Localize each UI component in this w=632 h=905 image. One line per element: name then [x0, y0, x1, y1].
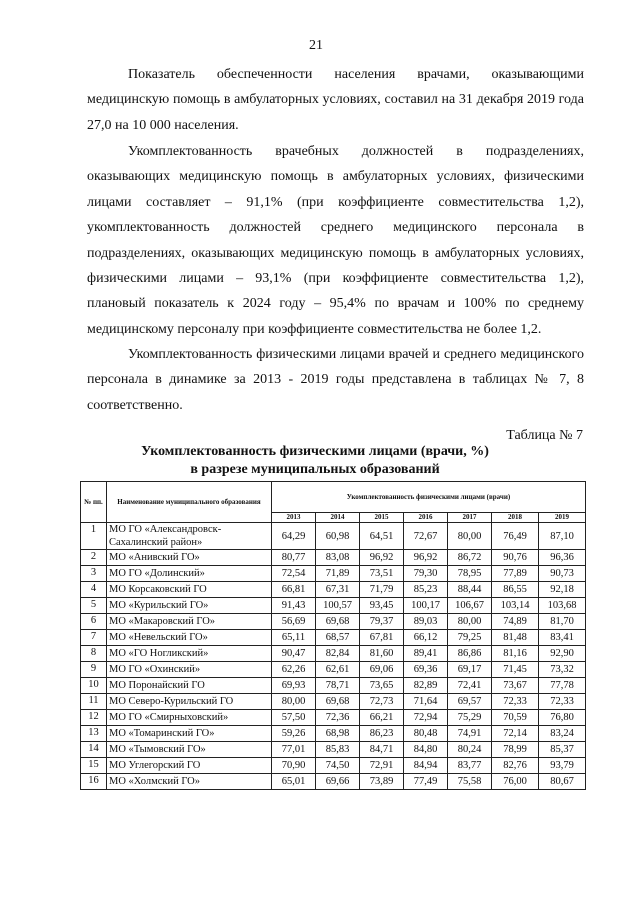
staffing-value: 85,83 [316, 742, 360, 758]
staffing-value: 69,06 [360, 662, 404, 678]
column-header-name: Наименование муниципального образования [107, 482, 272, 523]
staffing-value: 76,00 [492, 774, 539, 790]
staffing-value: 69,68 [316, 614, 360, 630]
staffing-value: 71,64 [404, 694, 448, 710]
staffing-value: 66,21 [360, 710, 404, 726]
row-number: 10 [81, 678, 107, 694]
staffing-value: 72,91 [360, 758, 404, 774]
staffing-value: 71,89 [316, 566, 360, 582]
staffing-value: 69,57 [448, 694, 492, 710]
staffing-value: 86,86 [448, 646, 492, 662]
staffing-value: 73,32 [539, 662, 586, 678]
table-row [81, 662, 586, 678]
page-number: 21 [309, 38, 323, 53]
staffing-value: 72,94 [404, 710, 448, 726]
municipality-name: МО «Невельский ГО» [107, 630, 272, 646]
year-header: 2016 [404, 513, 448, 523]
municipality-name: МО «Анивский ГО» [107, 550, 272, 566]
staffing-value: 78,95 [448, 566, 492, 582]
staffing-value: 72,33 [539, 694, 586, 710]
staffing-value: 92,90 [539, 646, 586, 662]
staffing-value: 82,84 [316, 646, 360, 662]
table-body [81, 523, 586, 790]
staffing-value: 69,93 [272, 678, 316, 694]
column-header-number: № пп. [81, 482, 107, 523]
staffing-value: 80,77 [272, 550, 316, 566]
staffing-value: 89,03 [404, 614, 448, 630]
staffing-value: 83,77 [448, 758, 492, 774]
staffing-value: 82,76 [492, 758, 539, 774]
staffing-value: 80,48 [404, 726, 448, 742]
staffing-value: 77,89 [492, 566, 539, 582]
table-row [81, 678, 586, 694]
staffing-value: 82,89 [404, 678, 448, 694]
staffing-value: 66,12 [404, 630, 448, 646]
row-number: 1 [81, 523, 107, 550]
staffing-value: 73,67 [492, 678, 539, 694]
row-number: 5 [81, 598, 107, 614]
row-number: 3 [81, 566, 107, 582]
staffing-value: 96,92 [404, 550, 448, 566]
staffing-value: 81,60 [360, 646, 404, 662]
staffing-value: 64,51 [360, 523, 404, 550]
staffing-value: 88,44 [448, 582, 492, 598]
municipality-name: МО «Курильский ГО» [107, 598, 272, 614]
staffing-value: 103,14 [492, 598, 539, 614]
row-number: 13 [81, 726, 107, 742]
staffing-value: 78,99 [492, 742, 539, 758]
staffing-value: 93,79 [539, 758, 586, 774]
staffing-value: 85,37 [539, 742, 586, 758]
year-header: 2014 [316, 513, 360, 523]
staffing-value: 74,89 [492, 614, 539, 630]
staffing-value: 77,49 [404, 774, 448, 790]
staffing-value: 72,14 [492, 726, 539, 742]
staffing-value: 80,00 [448, 614, 492, 630]
row-number: 6 [81, 614, 107, 630]
staffing-value: 81,70 [539, 614, 586, 630]
staffing-value: 83,41 [539, 630, 586, 646]
staffing-value: 75,58 [448, 774, 492, 790]
staffing-value: 84,94 [404, 758, 448, 774]
table-header-row [81, 482, 586, 513]
staffing-value: 65,01 [272, 774, 316, 790]
staffing-value: 84,71 [360, 742, 404, 758]
staffing-value: 87,10 [539, 523, 586, 550]
year-header: 2015 [360, 513, 404, 523]
staffing-value: 80,24 [448, 742, 492, 758]
staffing-value: 72,73 [360, 694, 404, 710]
staffing-value: 57,50 [272, 710, 316, 726]
staffing-value: 79,30 [404, 566, 448, 582]
staffing-value: 106,67 [448, 598, 492, 614]
row-number: 2 [81, 550, 107, 566]
staffing-value: 69,36 [404, 662, 448, 678]
staffing-value: 100,17 [404, 598, 448, 614]
staffing-value: 69,66 [316, 774, 360, 790]
staffing-value: 60,98 [316, 523, 360, 550]
staffing-value: 80,00 [272, 694, 316, 710]
staffing-value: 74,50 [316, 758, 360, 774]
staffing-value: 92,18 [539, 582, 586, 598]
staffing-value: 62,26 [272, 662, 316, 678]
staffing-value: 103,68 [539, 598, 586, 614]
staffing-value: 91,43 [272, 598, 316, 614]
staffing-value: 90,76 [492, 550, 539, 566]
municipality-name: МО ГО «Охинский» [107, 662, 272, 678]
staffing-value: 86,55 [492, 582, 539, 598]
staffing-value: 86,72 [448, 550, 492, 566]
staffing-value: 66,81 [272, 582, 316, 598]
staffing-value: 67,31 [316, 582, 360, 598]
table-title-line-1: Укомплектованность физическими лицами (врачи, %) [141, 444, 489, 459]
staffing-value: 80,67 [539, 774, 586, 790]
staffing-value: 71,45 [492, 662, 539, 678]
staffing-value: 56,69 [272, 614, 316, 630]
table-row [81, 614, 586, 630]
staffing-value: 70,59 [492, 710, 539, 726]
staffing-value: 90,73 [539, 566, 586, 582]
staffing-value: 72,36 [316, 710, 360, 726]
staffing-value: 67,81 [360, 630, 404, 646]
staffing-value: 76,49 [492, 523, 539, 550]
table-row [81, 694, 586, 710]
staffing-value: 83,24 [539, 726, 586, 742]
municipality-name: МО «Холмский ГО» [107, 774, 272, 790]
table-row [81, 566, 586, 582]
staffing-value: 83,08 [316, 550, 360, 566]
staffing-value: 76,80 [539, 710, 586, 726]
staffing-value: 59,26 [272, 726, 316, 742]
staffing-value: 81,16 [492, 646, 539, 662]
municipality-name: МО ГО «Долинский» [107, 566, 272, 582]
staffing-value: 72,67 [404, 523, 448, 550]
municipality-name: МО Северо-Курильский ГО [107, 694, 272, 710]
municipality-name: МО ГО «Смирныховский» [107, 710, 272, 726]
staffing-value: 65,11 [272, 630, 316, 646]
table-row [81, 742, 586, 758]
staffing-value: 89,41 [404, 646, 448, 662]
staffing-value: 72,33 [492, 694, 539, 710]
table-title-line-2: в разрезе муниципальных образований [190, 462, 440, 477]
staffing-value: 75,29 [448, 710, 492, 726]
staffing-value: 85,23 [404, 582, 448, 598]
staffing-value: 69,68 [316, 694, 360, 710]
staffing-value: 100,57 [316, 598, 360, 614]
year-header: 2017 [448, 513, 492, 523]
staffing-value: 81,48 [492, 630, 539, 646]
row-number: 9 [81, 662, 107, 678]
staffing-value: 69,17 [448, 662, 492, 678]
staffing-value: 79,37 [360, 614, 404, 630]
staffing-value: 73,65 [360, 678, 404, 694]
staffing-value: 72,54 [272, 566, 316, 582]
row-number: 4 [81, 582, 107, 598]
table-row [81, 630, 586, 646]
municipality-name: МО «ГО Ногликский» [107, 646, 272, 662]
staffing-value: 86,23 [360, 726, 404, 742]
year-header: 2018 [492, 513, 539, 523]
table-row [81, 758, 586, 774]
staffing-table [80, 481, 586, 790]
paragraph-tables-reference: Укомплектованность физическими лицами врачей и среднего медицинского персонала в динамике за 2013 - 2019 годы представлена в таблицах № 7, 8 соответственно. [87, 347, 584, 413]
paragraph-ambulatory-coverage: Показатель обеспеченности населения врачами, оказывающими медицинскую помощь в амбулаторных условиях, составил на 31 декабря 2019 года 27,0 на 10 000 населения. [87, 67, 584, 133]
staffing-value: 72,41 [448, 678, 492, 694]
table-label: Таблица № 7 [506, 428, 583, 443]
staffing-value: 90,47 [272, 646, 316, 662]
row-number: 14 [81, 742, 107, 758]
row-number: 11 [81, 694, 107, 710]
staffing-value: 71,79 [360, 582, 404, 598]
staffing-value: 64,29 [272, 523, 316, 550]
municipality-name: МО Поронайский ГО [107, 678, 272, 694]
table-row [81, 582, 586, 598]
table-row [81, 774, 586, 790]
staffing-value: 93,45 [360, 598, 404, 614]
staffing-value: 62,61 [316, 662, 360, 678]
municipality-name: МО «Томаринский ГО» [107, 726, 272, 742]
row-number: 12 [81, 710, 107, 726]
row-number: 15 [81, 758, 107, 774]
municipality-name: МО «Тымовский ГО» [107, 742, 272, 758]
year-header: 2019 [539, 513, 586, 523]
table-row [81, 523, 586, 550]
column-group-header: Укомплектованность физическими лицами (врачи) [272, 482, 586, 513]
staffing-value: 84,80 [404, 742, 448, 758]
municipality-name: МО Корсаковский ГО [107, 582, 272, 598]
staffing-value: 79,25 [448, 630, 492, 646]
staffing-value: 78,71 [316, 678, 360, 694]
row-number: 8 [81, 646, 107, 662]
paragraph-staffing-rates: Укомплектованность врачебных должностей в подразделениях, оказывающих медицинскую помощь в амбулаторных условиях, физическими лицами составляет – 91,1% (при коэффициенте совместительства 1,2), укомплектованность должностей среднего медицинского персонала в подразделениях, оказывающих медицинскую помощь в амбулаторных условиях, физическими лицами – 93,1% (при коэффициенте совместительства 1,2), плановый показатель к 2024 году – 95,4% по врачам и 100% по среднему медицинскому персоналу при коэффициенте совместительства не более 1,2. [87, 144, 584, 337]
staffing-value: 96,92 [360, 550, 404, 566]
staffing-value: 74,91 [448, 726, 492, 742]
staffing-value: 96,36 [539, 550, 586, 566]
municipality-name: МО «Макаровский ГО» [107, 614, 272, 630]
staffing-value: 73,89 [360, 774, 404, 790]
staffing-value: 68,57 [316, 630, 360, 646]
table-title [95, 443, 535, 479]
table-row [81, 726, 586, 742]
row-number: 7 [81, 630, 107, 646]
staffing-value: 68,98 [316, 726, 360, 742]
staffing-value: 70,90 [272, 758, 316, 774]
year-header: 2013 [272, 513, 316, 523]
table-row [81, 550, 586, 566]
staffing-value: 80,00 [448, 523, 492, 550]
row-number: 16 [81, 774, 107, 790]
staffing-value: 73,51 [360, 566, 404, 582]
municipality-name: МО ГО «Александровск-Сахалинский район» [107, 523, 272, 550]
municipality-name: МО Углегорский ГО [107, 758, 272, 774]
table-row [81, 710, 586, 726]
staffing-value: 77,01 [272, 742, 316, 758]
staffing-value: 77,78 [539, 678, 586, 694]
table-row [81, 646, 586, 662]
table-row [81, 598, 586, 614]
